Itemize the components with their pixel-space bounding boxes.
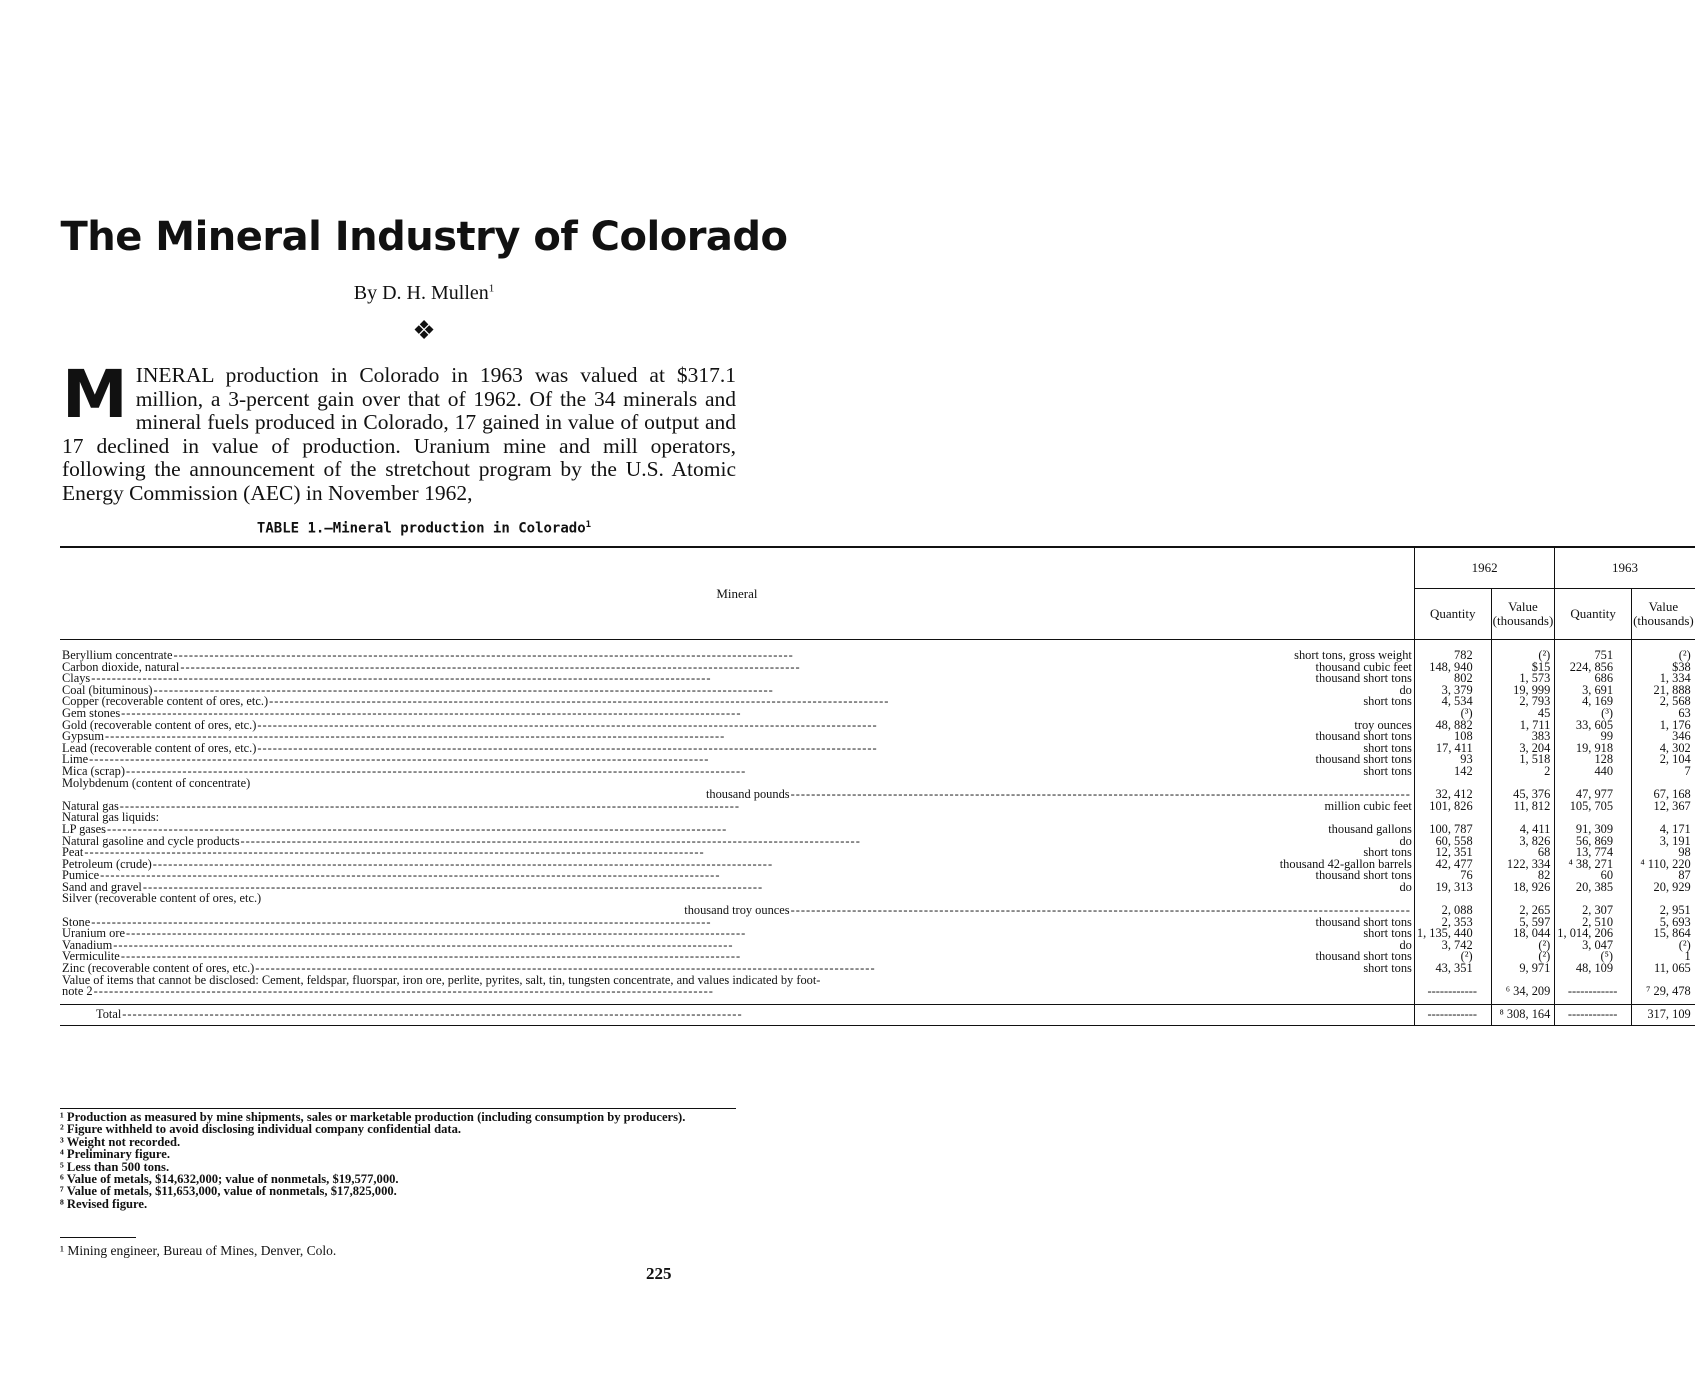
- ornament-icon: ❖: [412, 316, 436, 346]
- cell-value-1963: 7: [1632, 766, 1695, 778]
- footnote: ⁶ Value of metals, $14,632,000; value of nonmetals, $19,577,000.: [60, 1172, 399, 1187]
- cell-quantity-1962: (²): [1414, 951, 1491, 963]
- total-row: [60, 1004, 1695, 1025]
- cell-quantity-1962: 2, 088: [1414, 905, 1491, 917]
- leader-dots: [126, 766, 1362, 778]
- mineral-name: Zinc (recoverable content of ores, etc.): [62, 961, 255, 976]
- cell-value-1963: 4, 171: [1632, 824, 1695, 836]
- cell-quantity-1963: ------------: [1555, 1004, 1632, 1025]
- cell-quantity-1962: 76: [1414, 870, 1491, 882]
- header-value-1962: Value (thousands): [1491, 589, 1555, 640]
- mineral-name: Lime: [62, 752, 89, 767]
- header-year-1962: 1962: [1414, 547, 1554, 589]
- cell-quantity-1962: 802: [1414, 673, 1491, 685]
- footnote: ⁵ Less than 500 tons.: [60, 1159, 170, 1174]
- mineral-name: Silver (recoverable content of ores, etc.): [62, 891, 262, 906]
- cell-quantity-1962: (³): [1414, 708, 1491, 720]
- undisclosed-text: Value of items that cannot be disclosed: Cement, feldspar, fluorspar, iron ore, perlite, pyrites, salt, tin, tungsten concentrate, and values indicated by foot-: [62, 972, 821, 987]
- cell-value-1963: ⁷ 29, 478: [1632, 986, 1695, 1004]
- cell-quantity-1962: 19, 313: [1414, 882, 1491, 894]
- cell-quantity-1962: ------------: [1414, 986, 1491, 1004]
- mineral-name: Gold (recoverable content of ores, etc.): [62, 717, 257, 732]
- cell-value-1963: 12, 367: [1632, 801, 1695, 813]
- cell-value-1962: 4, 411: [1491, 824, 1555, 836]
- cell-quantity-1962: 1, 135, 440: [1414, 928, 1491, 940]
- cell-value-1962: ⁸ 308, 164: [1491, 1004, 1555, 1025]
- mineral-name: Vanadium: [62, 937, 113, 952]
- cell-value-1962: 3, 826: [1491, 836, 1555, 848]
- cell-value-1963: 346: [1632, 731, 1695, 743]
- cell-quantity-1963: 91, 309: [1555, 824, 1632, 836]
- cell-quantity-1962: 142: [1414, 766, 1491, 778]
- cell-quantity-1962: 100, 787: [1414, 824, 1491, 836]
- cell-value-1962: 45, 376: [1491, 789, 1555, 801]
- cell-value-1962: 2, 793: [1491, 696, 1555, 708]
- footnote: ⁴ Preliminary figure.: [60, 1147, 170, 1162]
- unit-label: million cubic feet: [1324, 798, 1412, 813]
- cell-quantity-1962: 48, 882: [1414, 720, 1491, 732]
- cell-quantity-1962: 4, 534: [1414, 696, 1491, 708]
- cell-quantity-1963: 1, 014, 206: [1555, 928, 1632, 940]
- mineral-name: Gem stones: [62, 705, 121, 720]
- author-note-ref: 1: [488, 282, 495, 295]
- cell-quantity-1962: 93: [1414, 754, 1491, 766]
- cell-value-1963: (²): [1632, 650, 1695, 662]
- table-body: [60, 640, 1695, 1026]
- mineral-name: Sand and gravel: [62, 879, 142, 894]
- total-label: Total: [96, 1007, 122, 1022]
- cell-quantity-1963: 105, 705: [1555, 801, 1632, 813]
- leader-dots: [94, 986, 1411, 998]
- page-title: The Mineral Industry of Colorado: [60, 214, 788, 260]
- unit-label: thousand gallons: [1328, 821, 1412, 836]
- mineral-name: Stone: [62, 914, 91, 929]
- cell-value-1962: 19, 999: [1491, 685, 1555, 697]
- intro-text: INERAL production in Colorado in 1963 was valued at $317.1 million, a 3-percent gain over that of 1962. Of the 34 minerals and mineral fuels produced in Colorado, 17 gained in value of output and 17 declined in value of production. Uranium mine and mill operators, following the announcement of the stretchout program by the U.S. Atomic Energy Commission (AEC) in November 1962,: [62, 363, 736, 505]
- footnote: ³ Weight not recorded.: [60, 1134, 181, 1149]
- cell-value-1963: 2, 568: [1632, 696, 1695, 708]
- page-number: 225: [646, 1264, 672, 1283]
- unit-label: do: [1399, 833, 1412, 848]
- cell-value-1962: 68: [1491, 847, 1555, 859]
- cell-value-1962: 122, 334: [1491, 859, 1555, 871]
- cell-quantity-1962: 3, 379: [1414, 685, 1491, 697]
- cell-quantity-1963: 56, 869: [1555, 836, 1632, 848]
- cell-value-1963: 20, 929: [1632, 882, 1695, 894]
- cell-value-1963: ⁴ 110, 220: [1632, 859, 1695, 871]
- cell-quantity-1963: 224, 856: [1555, 662, 1632, 674]
- cell-value-1963: 67, 168: [1632, 789, 1695, 801]
- cell-quantity-1962: 60, 558: [1414, 836, 1491, 848]
- cell-quantity-1962: 43, 351: [1414, 963, 1491, 975]
- cell-quantity-1963: 4, 169: [1555, 696, 1632, 708]
- footnote: ⁷ Value of metals, $11,653,000, value of nonmetals, $17,825,000.: [60, 1184, 397, 1199]
- unit-label: short tons: [1363, 926, 1412, 941]
- cell-quantity-1963: 99: [1555, 731, 1632, 743]
- unit-label: short tons: [1363, 763, 1412, 778]
- cell-quantity-1962: 32, 412: [1414, 789, 1491, 801]
- table-row: [60, 766, 1695, 778]
- cell-quantity-1963: 20, 385: [1555, 882, 1632, 894]
- cell-quantity-1962: 148, 940: [1414, 662, 1491, 674]
- cell-value-1963: 1, 334: [1632, 673, 1695, 685]
- cell-quantity-1963: ------------: [1555, 986, 1632, 1004]
- mineral-name: Gypsum: [62, 729, 104, 744]
- footnote: ² Figure withheld to avoid disclosing individual company confidential data.: [60, 1122, 462, 1137]
- mineral-name: Petroleum (crude): [62, 856, 152, 871]
- cell-quantity-1963: 47, 977: [1555, 789, 1632, 801]
- cell-quantity-1963: 128: [1555, 754, 1632, 766]
- cell-value-1962: 2, 265: [1491, 905, 1555, 917]
- table-caption-note: 1: [585, 520, 592, 530]
- cell-quantity-1963: 3, 691: [1555, 685, 1632, 697]
- cell-value-1963: 11, 065: [1632, 963, 1695, 975]
- unit-label: thousand troy ounces: [684, 903, 790, 918]
- table-footnotes: [60, 1108, 736, 1210]
- header-mineral: Mineral: [60, 547, 1414, 640]
- unit-label: thousand cubic feet: [1315, 659, 1412, 674]
- cell-value-1963: 15, 864: [1632, 928, 1695, 940]
- cell-value-1963: $38: [1632, 662, 1695, 674]
- cell-value-1962: 1, 573: [1491, 673, 1555, 685]
- cell-value-1963: 317, 109: [1632, 1004, 1695, 1025]
- cell-value-1962: 2: [1491, 766, 1555, 778]
- cell-quantity-1963: ⁴ 38, 271: [1555, 859, 1632, 871]
- footnote-divider: [60, 1237, 136, 1238]
- unit-label: thousand pounds: [705, 787, 790, 802]
- cell-quantity-1962: 17, 411: [1414, 743, 1491, 755]
- cell-value-1963: 2, 951: [1632, 905, 1695, 917]
- cell-value-1962: 9, 971: [1491, 963, 1555, 975]
- mineral-name: Clays: [62, 671, 91, 686]
- cell-quantity-1963: 19, 918: [1555, 743, 1632, 755]
- mineral-name: LP gases: [62, 821, 106, 836]
- table-row: [60, 882, 1695, 894]
- header-quantity-1963: Quantity: [1555, 589, 1632, 640]
- cell-value-1962: 5, 597: [1491, 917, 1555, 929]
- unit-label: do: [1399, 682, 1412, 697]
- cell-quantity-1963: 48, 109: [1555, 963, 1632, 975]
- unit-label: thousand short tons: [1315, 671, 1412, 686]
- header-quantity-1962: Quantity: [1414, 589, 1491, 640]
- author-footnote: ¹ Mining engineer, Bureau of Mines, Denver, Colo.: [60, 1243, 337, 1258]
- cell-value-1962: 1, 711: [1491, 720, 1555, 732]
- cell-value-1963: 3, 191: [1632, 836, 1695, 848]
- mineral-name: Natural gas: [62, 798, 119, 813]
- cell-value-1963: 98: [1632, 847, 1695, 859]
- cell-value-1963: 2, 104: [1632, 754, 1695, 766]
- cell-value-1962: $15: [1491, 662, 1555, 674]
- cell-value-1963: 87: [1632, 870, 1695, 882]
- cell-value-1963: (²): [1632, 940, 1695, 952]
- author-name: By D. H. Mullen: [353, 282, 489, 304]
- mineral-name: Molybdenum (content of concentrate): [62, 775, 251, 790]
- mineral-name: Uranium ore: [62, 926, 125, 941]
- mineral-production-table: [60, 546, 1695, 1026]
- unit-label: thousand 42-gallon barrels: [1279, 856, 1412, 871]
- cell-quantity-1963: 3, 047: [1555, 940, 1632, 952]
- footnote: ⁸ Revised figure.: [60, 1196, 148, 1211]
- cell-value-1962: 45: [1491, 708, 1555, 720]
- cell-value-1962: 3, 204: [1491, 743, 1555, 755]
- cell-quantity-1962: 3, 742: [1414, 940, 1491, 952]
- mineral-name: Natural gasoline and cycle products: [62, 833, 240, 848]
- cell-quantity-1962: 108: [1414, 731, 1491, 743]
- cell-value-1963: 1, 176: [1632, 720, 1695, 732]
- header-value-1963: Value (thousands): [1632, 589, 1695, 640]
- cell-quantity-1963: 13, 774: [1555, 847, 1632, 859]
- cell-value-1963: 1: [1632, 951, 1695, 963]
- mineral-name: Copper (recoverable content of ores, etc.): [62, 694, 269, 709]
- unit-label: short tons: [1363, 694, 1412, 709]
- cell-quantity-1962: 42, 477: [1414, 859, 1491, 871]
- cell-quantity-1962: ------------: [1414, 1004, 1491, 1025]
- unit-label: do: [1399, 879, 1412, 894]
- leader-dots: [791, 789, 1411, 801]
- table-caption: [0, 520, 848, 537]
- cell-value-1962: 11, 812: [1491, 801, 1555, 813]
- leader-dots: [122, 1009, 1411, 1021]
- cell-quantity-1963: 2, 307: [1555, 905, 1632, 917]
- mineral-name: Mica (scrap): [62, 763, 125, 778]
- cell-quantity-1962: 12, 351: [1414, 847, 1491, 859]
- table-row: [60, 801, 1695, 813]
- unit-label: thousand short tons: [1315, 868, 1412, 883]
- mineral-name: Lead (recoverable content of ores, etc.): [62, 740, 257, 755]
- unit-label: short tons: [1363, 845, 1412, 860]
- table-row: [60, 986, 1695, 1004]
- cell-quantity-1963: 751: [1555, 650, 1632, 662]
- cell-quantity-1963: 33, 605: [1555, 720, 1632, 732]
- cell-value-1962: 18, 044: [1491, 928, 1555, 940]
- cell-value-1962: 82: [1491, 870, 1555, 882]
- cell-value-1963: 5, 693: [1632, 917, 1695, 929]
- unit-label: short tons: [1363, 740, 1412, 755]
- cell-quantity-1963: 60: [1555, 870, 1632, 882]
- byline: [0, 282, 848, 305]
- mineral-name: Vermiculite: [62, 949, 120, 964]
- cell-value-1962: (²): [1491, 650, 1555, 662]
- mineral-name: Coal (bituminous): [62, 682, 153, 697]
- unit-label: thousand short tons: [1315, 729, 1412, 744]
- cell-value-1962: 18, 926: [1491, 882, 1555, 894]
- leader-dots: [120, 801, 1324, 813]
- unit-label: short tons, gross weight: [1294, 648, 1412, 662]
- cell-quantity-1962: 782: [1414, 650, 1491, 662]
- unit-label: thousand short tons: [1315, 914, 1412, 929]
- cell-value-1962: ⁶ 34, 209: [1491, 986, 1555, 1004]
- cell-value-1963: 63: [1632, 708, 1695, 720]
- cell-quantity-1963: 2, 510: [1555, 917, 1632, 929]
- drop-cap: M: [62, 356, 128, 433]
- cell-quantity-1962: 101, 826: [1414, 801, 1491, 813]
- cell-value-1963: 21, 888: [1632, 685, 1695, 697]
- unit-label: short tons: [1363, 961, 1412, 976]
- leader-dots: [143, 882, 1399, 894]
- unit-label: do: [1399, 937, 1412, 952]
- mineral-name: Carbon dioxide, natural: [62, 659, 180, 674]
- cell-quantity-1963: (³): [1555, 708, 1632, 720]
- undisclosed-last: note 2: [62, 984, 93, 999]
- unit-label: thousand short tons: [1315, 949, 1412, 964]
- cell-value-1962: 383: [1491, 731, 1555, 743]
- unit-label: troy ounces: [1354, 717, 1412, 732]
- cell-value-1962: (²): [1491, 951, 1555, 963]
- mineral-name: Pumice: [62, 868, 100, 883]
- unit-label: thousand short tons: [1315, 752, 1412, 767]
- cell-quantity-1963: (⁵): [1555, 951, 1632, 963]
- mineral-name: Peat: [62, 845, 84, 860]
- cell-quantity-1963: 440: [1555, 766, 1632, 778]
- table-caption-text: TABLE 1.—Mineral production in Colorado: [256, 520, 586, 537]
- header-year-1963: 1963: [1555, 547, 1695, 589]
- cell-quantity-1962: 2, 353: [1414, 917, 1491, 929]
- footnote: ¹ Production as measured by mine shipments, sales or marketable production (including consumption by producers).: [60, 1108, 736, 1123]
- cell-value-1962: (²): [1491, 940, 1555, 952]
- cell-value-1963: 4, 302: [1632, 743, 1695, 755]
- group-header: Natural gas liquids:: [62, 810, 160, 825]
- intro-paragraph: [62, 356, 736, 506]
- cell-value-1962: 1, 518: [1491, 754, 1555, 766]
- cell-quantity-1963: 686: [1555, 673, 1632, 685]
- mineral-name: Beryllium concentrate: [62, 648, 173, 662]
